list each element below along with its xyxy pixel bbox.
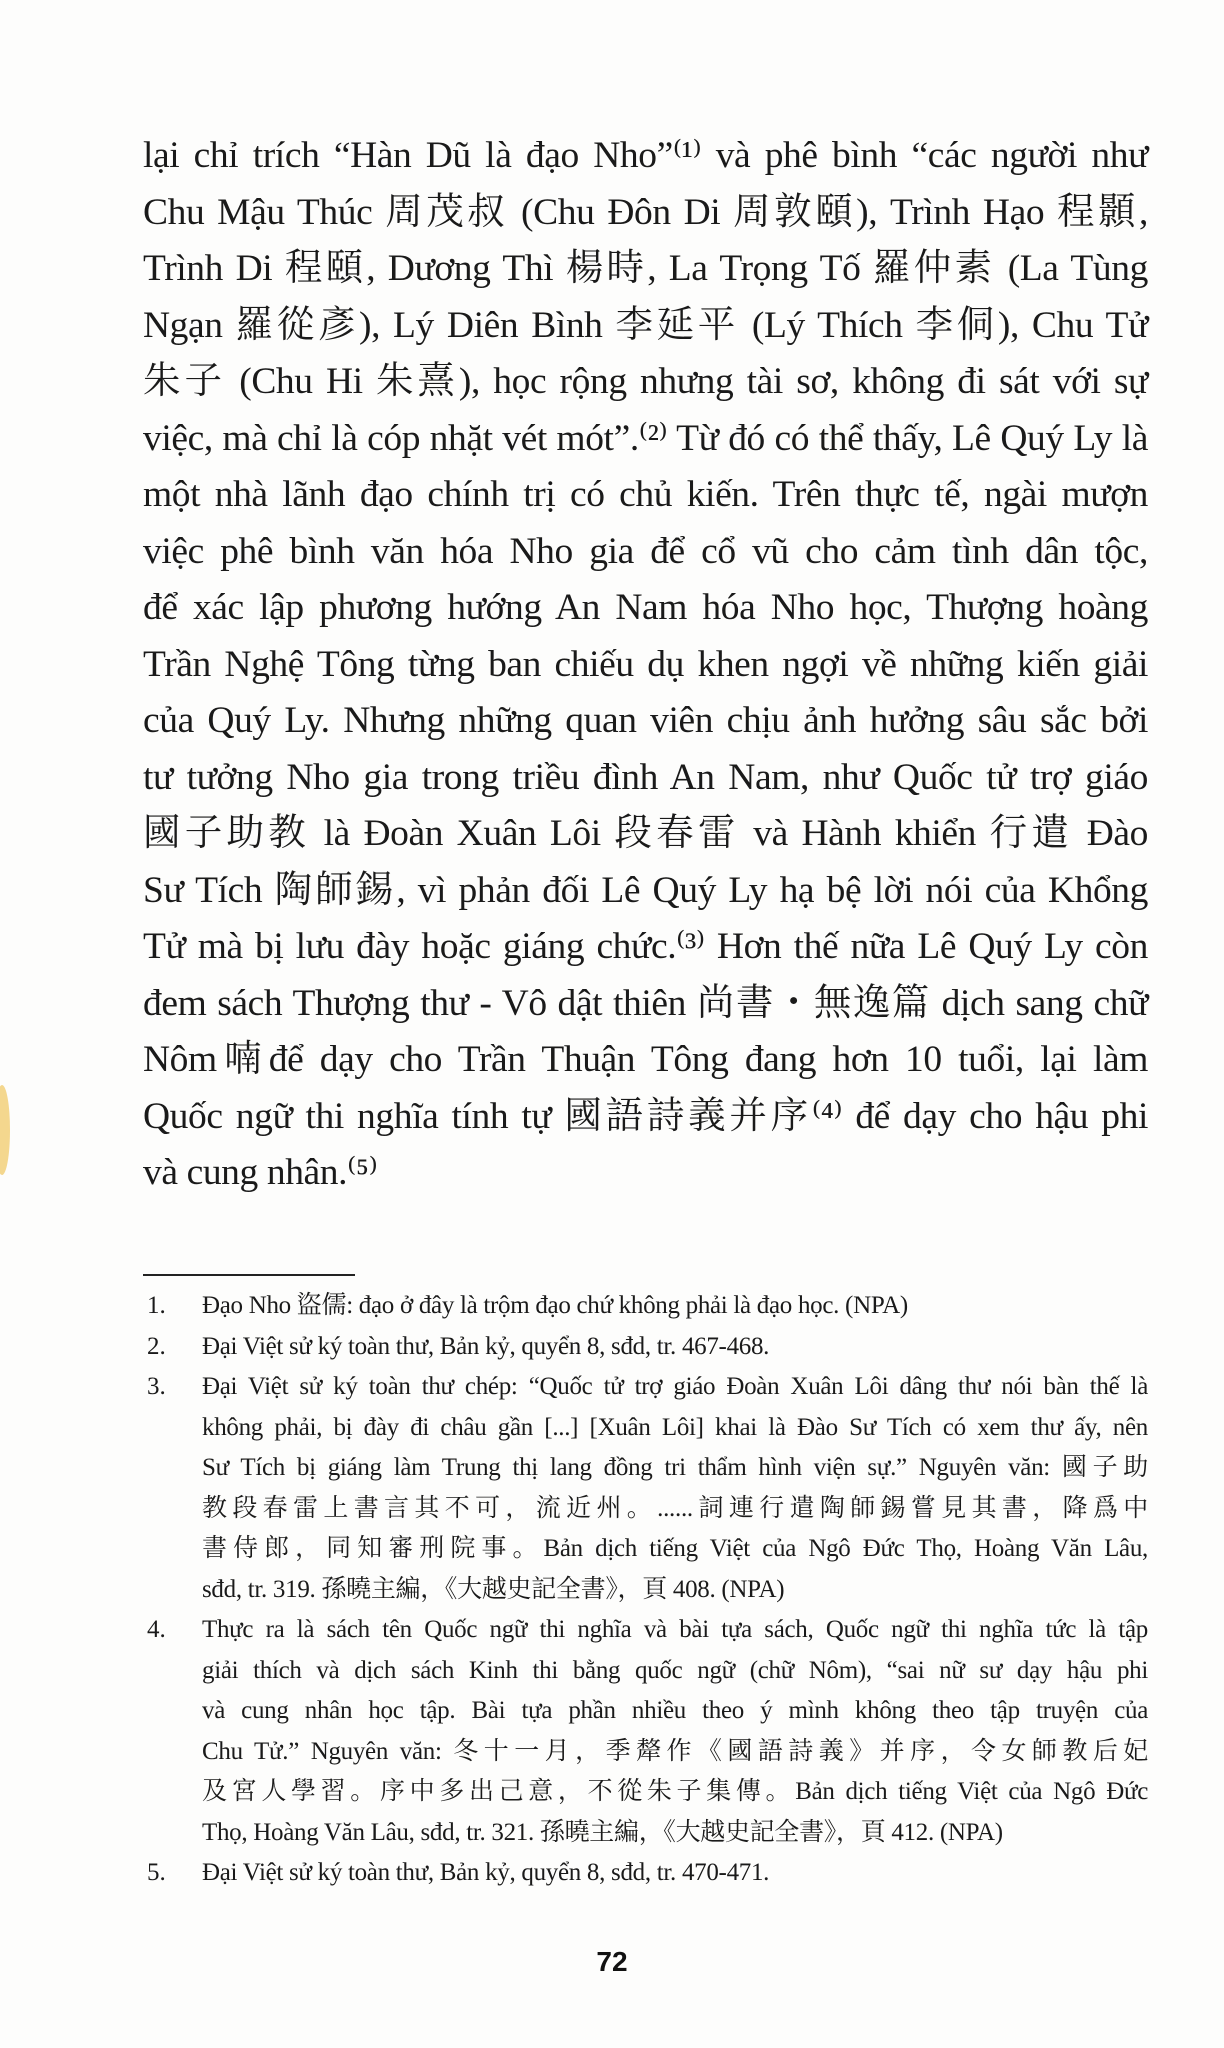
- main-paragraph: [143, 128, 1148, 1202]
- body-line-text: Trình Di 程頤, Dương Thì 楊時, La Trọng Tố 羅仲素 (La Tùng: [143, 248, 1148, 289]
- footnote-line: 書侍郎，同知審刑院事。Bản dịch tiếng Việt của Ngô Đức Thọ, Hoàng Văn Lâu,: [202, 1535, 1148, 1562]
- footnotes: [143, 1286, 1148, 1894]
- footnote-2: [143, 1327, 1148, 1368]
- footnote-line: 教段春雷上書言其不可，流近州。......詞連行遣陶師錫嘗見其書，降爲中: [202, 1494, 1148, 1522]
- footnote-line: Đại Việt sử ký toàn thư chép: “Quốc tử trợ giáo Đoàn Xuân Lôi dâng thư nói bàn thế là: [202, 1373, 1148, 1400]
- body-line-18: [143, 1089, 1148, 1146]
- body-line-4: [143, 298, 1148, 355]
- footnote-line: sđd, tr. 319. 孫曉主編，《大越史記全書》，頁 408. (NPA): [202, 1575, 785, 1603]
- footnote-number: 4.: [147, 1616, 166, 1643]
- footnote-line: Thực ra là sách tên Quốc ngữ thi nghĩa và bài tựa sách, Quốc ngữ thi nghĩa tức là tập: [202, 1616, 1148, 1643]
- footnote-3: [143, 1367, 1148, 1610]
- footnote-line: và cung nhân học tập. Bài tựa phần nhiều theo ý mình không theo tập truyện của: [202, 1697, 1148, 1724]
- body-line-12: [143, 750, 1148, 807]
- body-line-9: [143, 580, 1148, 637]
- body-line-text: của Quý Ly. Nhưng những quan viên chịu ảnh hưởng sâu sắc bởi: [143, 700, 1148, 741]
- footnote-1: [143, 1286, 1148, 1327]
- body-line-text: Tử mà bị lưu đày hoặc giáng chức.⁽³⁾ Hơn thế nữa Lê Quý Ly còn: [143, 926, 1148, 967]
- body-line-text: 國子助教 là Đoàn Xuân Lôi 段春雷 và Hành khiển 行遣 Đào: [143, 813, 1148, 854]
- body-line-11: [143, 693, 1148, 750]
- body-line-7: [143, 467, 1148, 524]
- footnote-number: 1.: [147, 1292, 166, 1319]
- footnote-line: Chu Tử.” Nguyên văn: 冬十一月，季犛作《國語詩義》并序，令女師教后妃: [202, 1737, 1148, 1765]
- footnote-line: 及宮人學習。序中多出己意，不從朱子集傳。Bản dịch tiếng Việt của Ngô Đức: [202, 1778, 1148, 1805]
- body-line-3: [143, 241, 1148, 298]
- body-line-text: lại chỉ trích “Hàn Dũ là đạo Nho”⁽¹⁾ và phê bình “các người như: [143, 135, 1148, 176]
- body-line-16: [143, 976, 1148, 1033]
- body-line-1: [143, 128, 1148, 185]
- footnote-4: [143, 1610, 1148, 1853]
- body-line-text: Ngạn 羅從彥), Lý Diên Bình 李延平 (Lý Thích 李侗), Chu Tử: [143, 304, 1148, 346]
- body-line-17: [143, 1032, 1148, 1089]
- footnote-line: Sư Tích bị giáng làm Trung thị lang đồng tri thẩm hình viện sự.” Nguyên văn: 國子助: [202, 1454, 1148, 1481]
- body-line-text: và cung nhân.⁽⁵⁾: [143, 1152, 378, 1193]
- footnote-separator: [143, 1274, 355, 1276]
- body-line-15: [143, 919, 1148, 976]
- footnote-line: Đại Việt sử ký toàn thư, Bản kỷ, quyển 8, sđd, tr. 470-471.: [202, 1859, 770, 1886]
- body-line-text: việc phê bình văn hóa Nho gia để cổ vũ cho cảm tình dân tộc,: [143, 530, 1148, 572]
- body-line-6: [143, 411, 1148, 468]
- footnote-number: 5.: [147, 1859, 166, 1886]
- footnote-5: [143, 1853, 1148, 1894]
- body-line-8: [143, 524, 1148, 581]
- body-line-10: [143, 637, 1148, 694]
- footnote-number: 2.: [147, 1332, 166, 1360]
- page-number: 72: [596, 1946, 628, 1977]
- page-edge-stain: [0, 1085, 10, 1175]
- body-line-text: Nôm喃để dạy cho Trần Thuận Tông đang hơn 10 tuổi, lại làm: [143, 1039, 1148, 1080]
- body-line-text: Quốc ngữ thi nghĩa tính tự 國語詩義并序⁽⁴⁾ để dạy cho hậu phi: [143, 1095, 1148, 1137]
- body-line-text: để xác lập phương hướng An Nam hóa Nho học, Thượng hoàng: [143, 587, 1148, 628]
- body-line-19: [143, 1145, 1148, 1202]
- body-line-text: 朱子 (Chu Hi 朱熹), học rộng nhưng tài sơ, không đi sát với sự: [143, 361, 1148, 402]
- body-line-text: một nhà lãnh đạo chính trị có chủ kiến. Trên thực tế, ngài mượn: [143, 474, 1148, 515]
- body-line-2: [143, 185, 1148, 242]
- body-line-text: Chu Mậu Thúc 周茂叔 (Chu Đôn Di 周敦頤), Trình Hạo 程顥,: [143, 191, 1148, 233]
- footnote-line: Đại Việt sử ký toàn thư, Bản kỷ, quyển 8, sđd, tr. 467-468.: [202, 1332, 770, 1360]
- footnote-line: Đạo Nho 盜儒: đạo ở đây là trộm đạo chứ không phải là đạo học. (NPA): [202, 1292, 908, 1319]
- body-line-text: tư tưởng Nho gia trong triều đình An Nam, như Quốc tử trợ giáo: [143, 756, 1148, 798]
- body-line-text: đem sách Thượng thư - Vô dật thiên 尚書・無逸篇 dịch sang chữ: [143, 982, 1148, 1024]
- footnote-line: Thọ, Hoàng Văn Lâu, sđd, tr. 321. 孫曉主編，《大越史記全書》，頁 412. (NPA): [202, 1818, 1003, 1846]
- body-line-14: [143, 863, 1148, 920]
- footnote-line: không phải, bị đày đi châu gần [...] [Xuân Lôi] khai là Đào Sư Tích có xem thư ấy, nên: [202, 1413, 1148, 1441]
- body-line-5: [143, 354, 1148, 411]
- body-line-text: Trần Nghệ Tông từng ban chiếu dụ khen ngợi về những kiến giải: [143, 643, 1148, 685]
- body-line-text: việc, mà chỉ là cóp nhặt vét mót”.⁽²⁾ Từ đó có thể thấy, Lê Quý Ly là: [143, 417, 1148, 459]
- footnote-line: giải thích và dịch sách Kinh thi bằng quốc ngữ (chữ Nôm), “sai nữ sư dạy hậu phi: [202, 1656, 1148, 1684]
- body-line-text: Sư Tích 陶師錫, vì phản đối Lê Quý Ly hạ bệ lời nói của Khổng: [143, 869, 1148, 911]
- body-line-13: [143, 806, 1148, 863]
- footnote-number: 3.: [147, 1373, 166, 1400]
